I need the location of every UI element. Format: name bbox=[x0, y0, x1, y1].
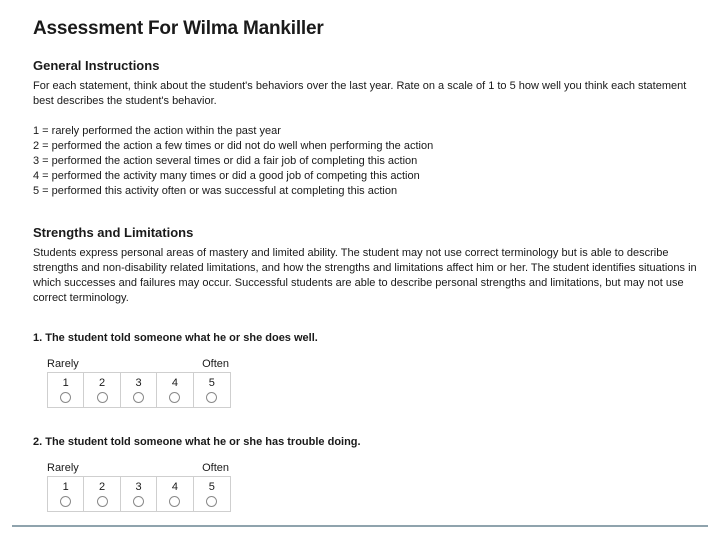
radio-button[interactable] bbox=[169, 392, 180, 403]
radio-button[interactable] bbox=[206, 392, 217, 403]
question-1-rating bbox=[47, 358, 231, 408]
rating-option-number: 4 bbox=[171, 481, 178, 493]
rating-low-label: Rarely bbox=[47, 462, 79, 474]
rating-high-label: Often bbox=[202, 462, 229, 474]
rating-option-3[interactable] bbox=[121, 373, 157, 407]
rating-option-2[interactable] bbox=[84, 373, 120, 407]
radio-button[interactable] bbox=[206, 496, 217, 507]
radio-button[interactable] bbox=[60, 496, 71, 507]
strengths-heading: Strengths and Limitations bbox=[33, 225, 194, 240]
rating-option-1[interactable] bbox=[48, 477, 84, 511]
strengths-text: Students express personal areas of mastery and limited ability. The student may not use correct terminology but is able to describe strengths and non-disability related limitations, and how the strengths and limitations affect him or her. The student identifies situations in which successes and failures may occur. Successful students are able to describe personal strengths and limitations, but may not use correct terminology. bbox=[33, 247, 697, 304]
rating-option-number: 5 bbox=[208, 377, 215, 389]
rating-option-2[interactable] bbox=[84, 477, 120, 511]
rating-option-5[interactable] bbox=[194, 373, 230, 407]
rating-option-1[interactable] bbox=[48, 373, 84, 407]
general-instructions-text: For each statement, think about the student's behaviors over the last year. Rate on a scale of 1 to 5 how well you think each statement best describes the student's behavior. bbox=[33, 80, 687, 107]
bottom-divider bbox=[12, 525, 708, 527]
rating-options bbox=[47, 476, 231, 512]
radio-button[interactable] bbox=[133, 496, 144, 507]
rating-option-number: 1 bbox=[62, 481, 69, 493]
rating-option-number: 1 bbox=[62, 377, 69, 389]
general-instructions-heading: General Instructions bbox=[33, 58, 160, 73]
rating-option-number: 2 bbox=[99, 377, 106, 389]
rating-option-number: 4 bbox=[171, 377, 178, 389]
rating-scale-labels bbox=[47, 358, 231, 370]
rating-option-4[interactable] bbox=[157, 373, 193, 407]
question-2-rating bbox=[47, 462, 231, 512]
question-1-text: 1. The student told someone what he or she does well. bbox=[33, 332, 318, 344]
radio-button[interactable] bbox=[60, 392, 71, 403]
scale-definition-2: 2 = performed the action a few times or did not do well when performing the action bbox=[33, 140, 434, 152]
radio-button[interactable] bbox=[97, 392, 108, 403]
scale-definition-4: 4 = performed the activity many times or did a good job of competing this action bbox=[33, 170, 420, 182]
rating-option-5[interactable] bbox=[194, 477, 230, 511]
rating-option-number: 2 bbox=[99, 481, 106, 493]
scale-definition-1: 1 = rarely performed the action within the past year bbox=[33, 125, 281, 137]
rating-option-number: 3 bbox=[135, 481, 142, 493]
rating-scale-labels bbox=[47, 462, 231, 474]
page-title: Assessment For Wilma Mankiller bbox=[33, 18, 324, 39]
radio-button[interactable] bbox=[169, 496, 180, 507]
rating-option-number: 3 bbox=[135, 377, 142, 389]
rating-options bbox=[47, 372, 231, 408]
radio-button[interactable] bbox=[97, 496, 108, 507]
rating-option-number: 5 bbox=[208, 481, 215, 493]
rating-high-label: Often bbox=[202, 358, 229, 370]
assessment-page bbox=[33, 14, 703, 512]
scale-definition-5: 5 = performed this activity often or was successful at completing this action bbox=[33, 185, 398, 197]
rating-low-label: Rarely bbox=[47, 358, 79, 370]
scale-definition-3: 3 = performed the action several times or did a fair job of completing this action bbox=[33, 155, 418, 167]
rating-option-4[interactable] bbox=[157, 477, 193, 511]
scale-definitions bbox=[33, 124, 703, 199]
radio-button[interactable] bbox=[133, 392, 144, 403]
question-2-text: 2. The student told someone what he or she has trouble doing. bbox=[33, 436, 361, 448]
rating-option-3[interactable] bbox=[121, 477, 157, 511]
